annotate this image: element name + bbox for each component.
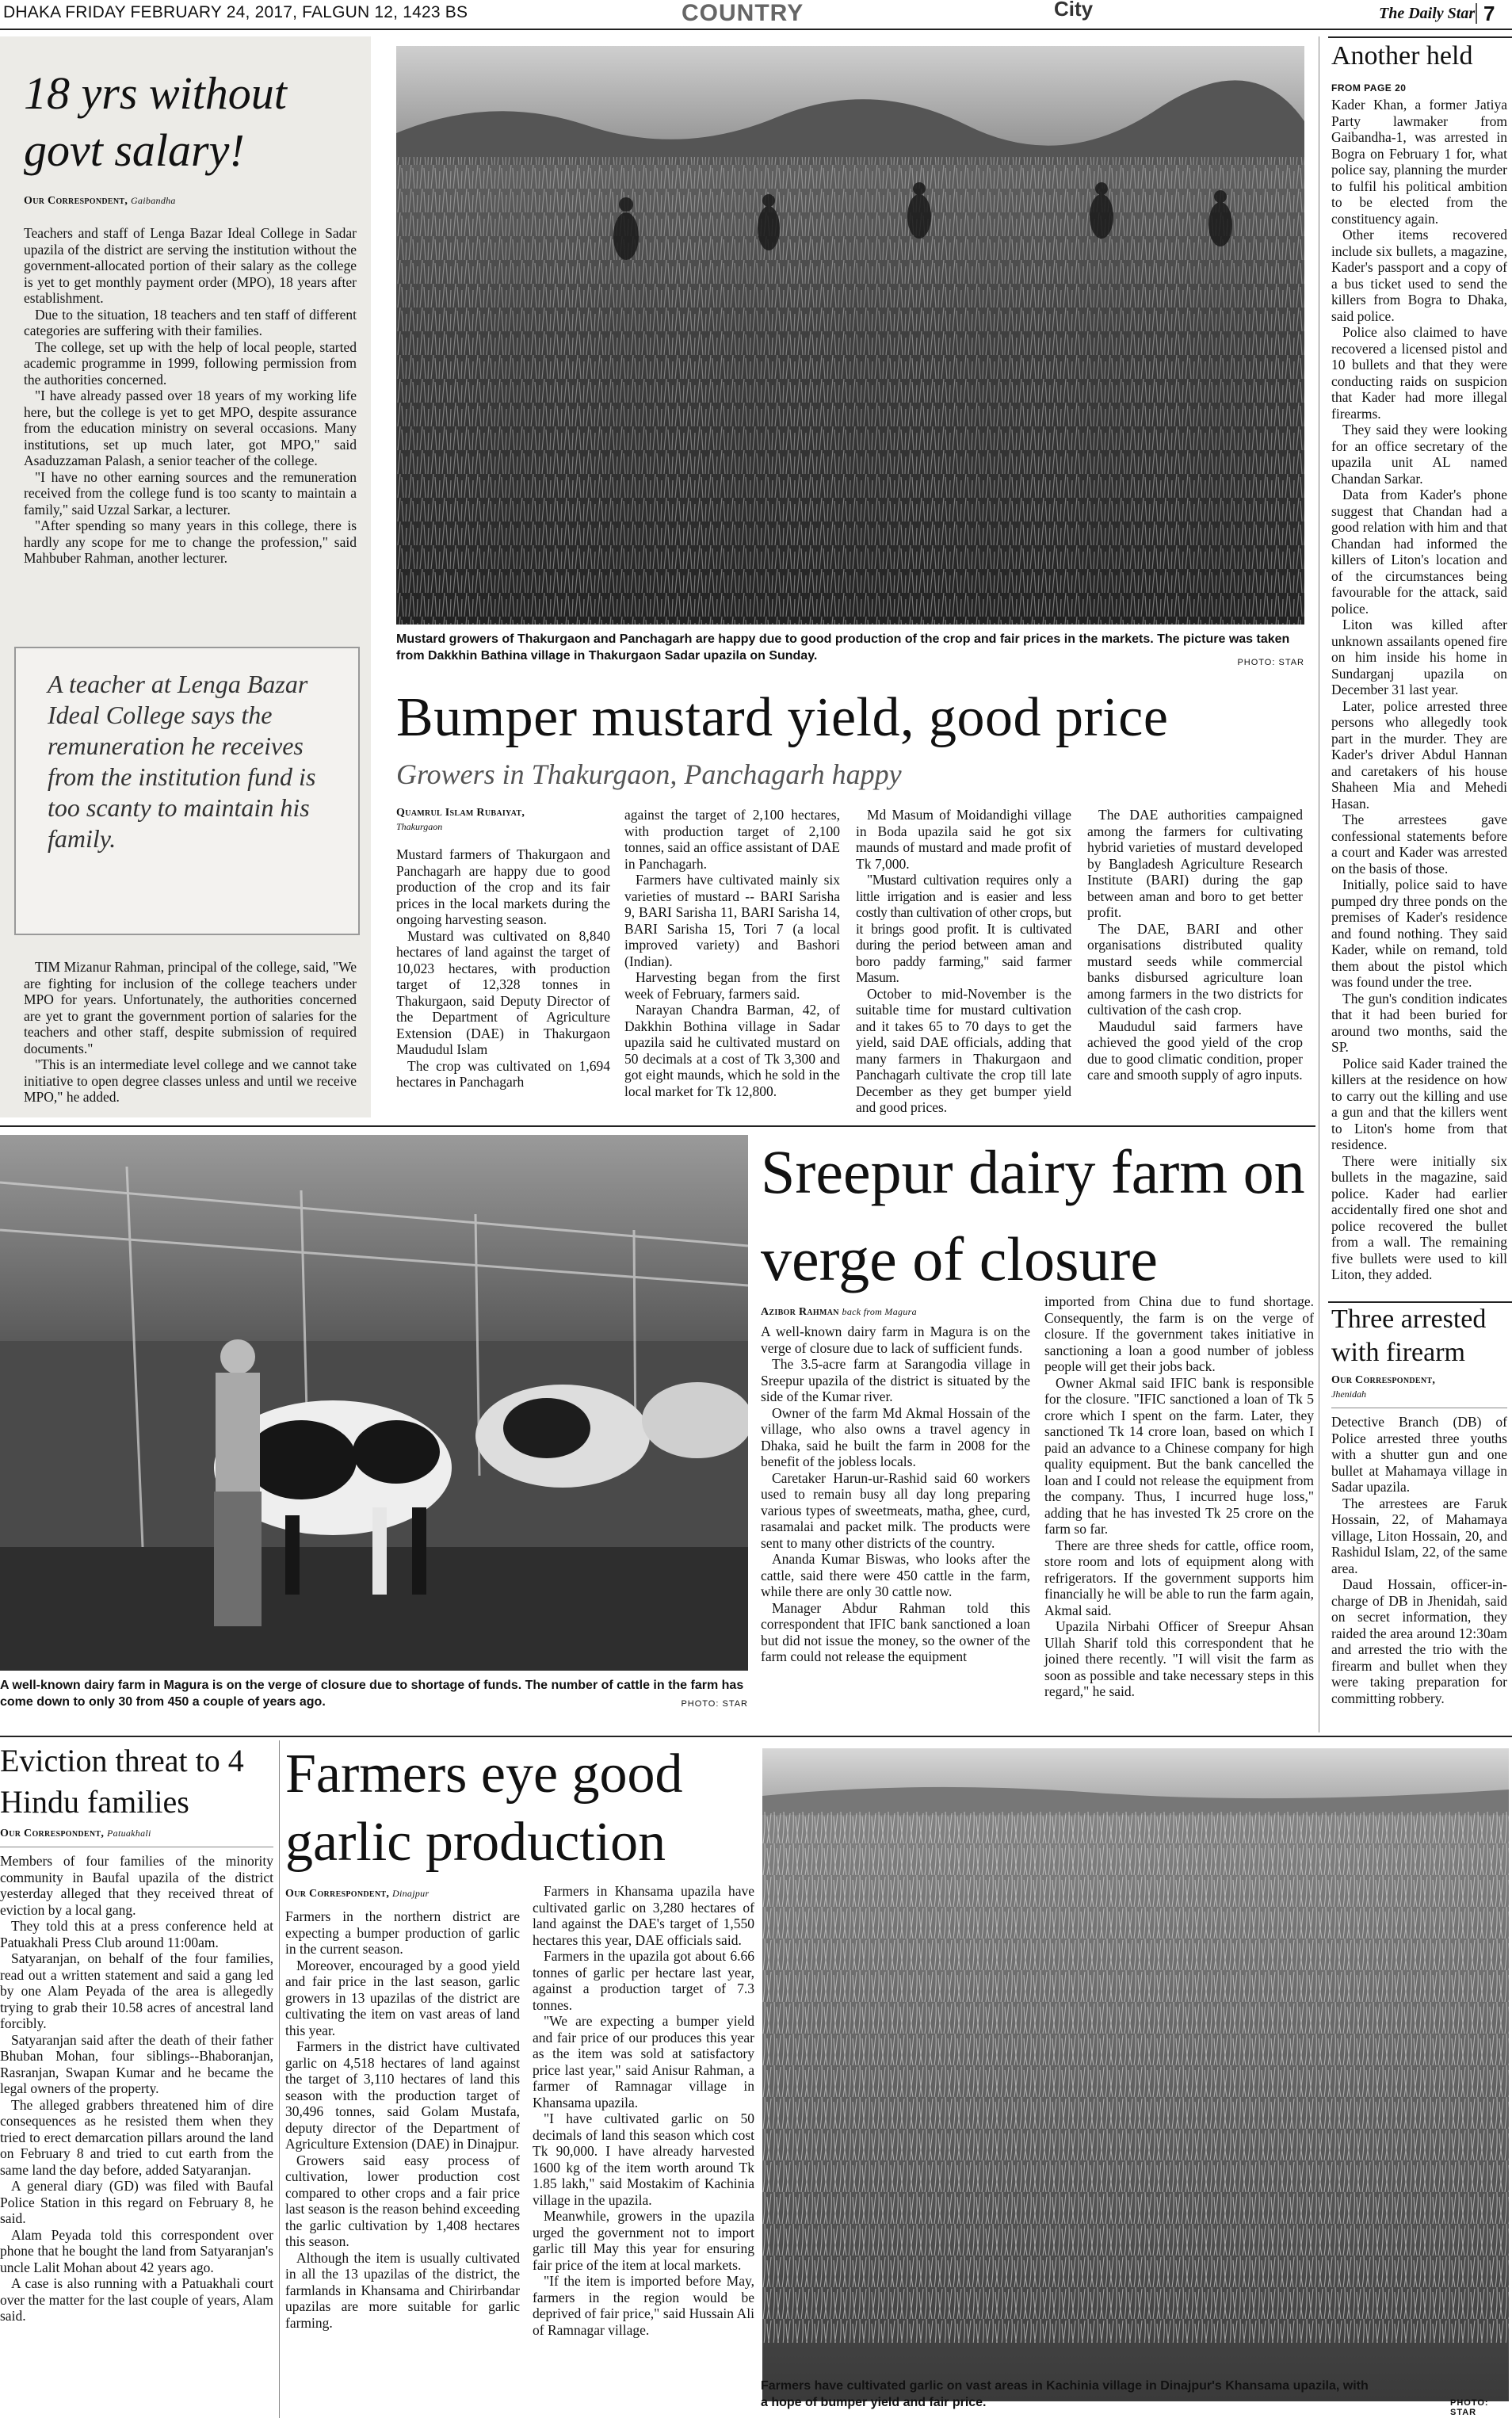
held-top-rule xyxy=(1328,36,1512,38)
masthead-dateline xyxy=(3,3,468,22)
garlic-paragraph: Farmers in Khansama upazila have cultivated garlic on 3,280 hectares of land against the DAE's target of 1,550 hectares this year, DAE officials said. xyxy=(533,1883,754,1948)
held-paragraph: Liton was killed after unknown assailants opened fire on him inside his home in Sundarganj upazila on December 31 last year. xyxy=(1331,617,1507,697)
mustard-paragraph: October to mid-November is the suitable time for mustard cultivation and it takes 65 to 70 days to get the yield, said DAE officials, adding that many farmers in Thakurgaon and Panchagarh cultivate the crop till late December as they get bumper yield and good prices. xyxy=(856,985,1071,1115)
mustard-column-4 xyxy=(1087,807,1303,1083)
held-paragraph: Initially, police said to have pumped dry three ponds on the premises of Kader's residence and found nothing. They said Kader, while on remand, told them about the pistol which was found under the tree. xyxy=(1331,877,1507,990)
mustard-byline xyxy=(396,807,610,844)
eviction-paragraph: Alam Peyada told this correspondent over phone that he bought the land from Satyaranjan's uncle Lalit Mohan about 42 years ago. xyxy=(0,2226,273,2275)
salary-paragraph: "After spending so many years in this college, there is hardly any scope for me to change the profession," said Mahbuber Rahman, another lecturer. xyxy=(24,518,357,566)
garlic-column-2 xyxy=(533,1883,754,2338)
garlic-byline xyxy=(285,1888,520,1902)
garlic-paragraph: Farmers in the district have cultivated garlic on 4,518 hectares of land against the target of 3,110 hectares of land this season with the production target of 30,496 tonnes, said Golam Mustafa, deputy director of the Department of Agriculture Extension (DAE) in Dinajpur. xyxy=(285,2038,520,2152)
mustard-column-2 xyxy=(624,807,840,1099)
dairy-photo-caption: A well-known dairy farm in Magura is on the verge of closure due to shortage of funds. The number of cattle in the farm has come down to only 30 from 450 a couple of years ago. xyxy=(0,1679,744,1709)
held-paragraph: The gun's condition indicates that it had been buried for around two months, said the SP. xyxy=(1331,990,1507,1055)
eviction-paragraph: Members of four families of the minority community in Baufal upazila of the district yesterday alleged that they received threat of eviction by a local gang. xyxy=(0,1853,273,1918)
garlic-headline: Farmers eye good garlic production xyxy=(285,1744,683,1873)
mustard-paragraph: Md Masum of Moidandighi village in Boda upazila said he got six maunds of mustard and made profit of Tk 7,000. xyxy=(856,807,1071,872)
held-paragraph: Later, police arrested three persons who allegedly took part in the murder. They are Kader's driver Abdul Hannan and caretakers of his house Shaheen Mia and Mehedi Hasan. xyxy=(1331,697,1507,812)
garlic-photo-caption: Farmers have cultivated garlic on vast areas in Kachinia village in Dinajpur's Khansama upazila, with a hope of bumper yield and fair price. xyxy=(761,2379,1369,2409)
garlic-paragraph: "We are expecting a bumper yield and fair price of our produces this year as the item was sold at satisfactory price last year," said Anisur Rahman, a farmer of Ramnagar village in Khansama upazila. xyxy=(533,2013,754,2110)
salary-paragraph: The college, set up with the help of local people, started academic programme in 1999, following permission from the authorities concerned. xyxy=(24,338,357,388)
garlic-paragraph: Moreover, encouraged by a good yield and fair price in the last season, garlic growers in 13 upazilas of the district are cultivating the item on vast areas of land this year. xyxy=(285,1957,520,2038)
garlic-paragraph: Meanwhile, growers in the upazila urged the government not to import garlic till May this year for ensuring fair price of the item at local markets. xyxy=(533,2208,754,2273)
mustard-headline: Bumper mustard yield, good price xyxy=(396,687,1169,748)
held-body xyxy=(1331,97,1507,1283)
mustard-paragraph: Mustard was cultivated on 8,840 hectares of land against the target of 10,023 hectares, with production target of 12,328 tonnes in Thakurgaon, said Deputy Director of the Department of Agriculture Extension (DAE) in Thakurgaon Maududul Islam xyxy=(396,927,610,1057)
garlic-paragraph: "I have cultivated garlic on 50 decimals of land this season which cost Tk 90,000. I have already harvested 1600 kg of the item worth around Tk 1.85 lakh," said Mostakim of Kachinia village in the upazila. xyxy=(533,2110,754,2208)
held-paragraph: Other items recovered include six bullets, a magazine, Kader's passport and a copy of a bus ticket used to send the killers from Bogra to Dhaka, said police. xyxy=(1331,227,1507,324)
dairy-paragraph: Caretaker Harun-ur-Rashid said 60 workers used to remain busy all day long preparing various types of sweetmeats, matha, ghee, curd, rasamalai and packet milk. The products were sent to many other districts of the country. xyxy=(761,1469,1030,1551)
eviction-headline: Eviction threat to 4 Hindu families xyxy=(0,1743,244,1820)
salary-byline-place: Gaibandha xyxy=(131,195,176,206)
firearm-body xyxy=(1331,1414,1507,1706)
mustard-paragraph: Maududul said farmers have achieved the good yield of the crop due to good climatic condition, proper care and smooth supply of agro inputs. xyxy=(1087,1018,1303,1083)
mustard-paragraph: Harvesting began from the first week of February, farmers said. xyxy=(624,969,840,1002)
mustard-paragraph: The crop was cultivated on 1,694 hectares in Panchagarh xyxy=(396,1057,610,1090)
firearm-headline: Three arrested with firearm xyxy=(1331,1304,1487,1367)
dairy-paragraph: Manager Abdur Rahman told this correspondent that IFIC bank sanctioned a loan but did not issue the money, so the owner of the farm could not release the equipment xyxy=(761,1599,1030,1664)
salary-paragraph: "This is an intermediate level college and we cannot take initiative to open degree classes unless and until we receive MPO," he added. xyxy=(24,1056,357,1105)
mustard-paragraph: Mustard farmers of Thakurgaon and Panchagarh are happy due to good production of the crop and its fair prices in the local markets during the ongoing harvesting season. xyxy=(396,846,610,927)
pullquote-box xyxy=(14,647,360,935)
mustard-paragraph: Narayan Chandra Barman, 42, of Dakkhin Bothina village in Sadar upazila said he cultivated mustard on 50 decimals at a cost of Tk 3,300 and got eight maunds, which he sold in the local market for Tk 12,800. xyxy=(624,1002,840,1099)
salary-headline: 18 yrs without govt salary! xyxy=(24,67,287,176)
firearm-byline-name: Our Correspondent, xyxy=(1331,1374,1436,1386)
garlic-paragraph: Farmers in the upazila got about 6.66 tonnes of garlic per hectare last year, against a production target of 7.3 tonnes. xyxy=(533,1948,754,2013)
section-label: COUNTRY xyxy=(682,0,804,26)
dairy-paragraph: A well-known dairy farm in Magura is on the verge of closure due to lack of sufficient funds. xyxy=(761,1324,1030,1356)
eviction-paragraph: A case is also running with a Patuakhali court over the matter for the last couple of years, Alam said. xyxy=(0,2275,273,2324)
held-paragraph: Data from Kader's phone suggest that Chandan had a good relation with him and that Chandan had informed the killers of Liton's location and of the circumstances being favourable for the attack, said police. xyxy=(1331,487,1507,617)
salary-story-box xyxy=(0,36,371,1117)
dairy-column-1 xyxy=(761,1324,1030,1665)
garlic-photo-credit: PHOTO: STAR xyxy=(1450,2398,1489,2417)
garlic-field-image xyxy=(762,1748,1509,2401)
garlic-field-photo xyxy=(762,1748,1509,2401)
dairy-byline xyxy=(761,1306,1030,1320)
eviction-byline-place: Patuakhali xyxy=(107,1828,151,1839)
held-from-page: FROM PAGE 20 xyxy=(1331,82,1407,94)
firearm-byline xyxy=(1331,1374,1509,1404)
eviction-body xyxy=(0,1853,273,2324)
garlic-paragraph: Farmers in the northern district are expecting a bumper production of garlic in the current season. xyxy=(285,1908,520,1957)
eviction-paragraph: A general diary (GD) was filed with Baufal Police Station in this regard on February 8, he said. xyxy=(0,2178,273,2226)
eviction-paragraph: Satyaranjan, on behalf of the four families, read out a written statement and said a gang led by one Alam Peyada of the area is allegedly trying to grab their 10.58 acres of ancestral land forcibly. xyxy=(0,1950,273,2031)
masthead-logo: The Daily Star xyxy=(1379,5,1476,22)
garlic-byline-name: Our Correspondent, xyxy=(285,1888,390,1900)
pullquote-text: A teacher at Lenga Bazar Ideal College says the remuneration he receives from the institution fund is too scanty to maintain his family. xyxy=(48,670,316,853)
firearm-paragraph: Daud Hossain, officer-in-charge of DB in Jhenidah, said on secret information, they raided the area around 12:30am and arrested the trio with the firearm and bullet when they were taking preparation for committing robbery. xyxy=(1331,1576,1507,1706)
mid-page-rule xyxy=(0,1125,1315,1127)
salary-byline-name: Our Correspondent, xyxy=(24,195,128,207)
salary-paragraph: TIM Mizanur Rahman, principal of the college, said, "We are fighting for inclusion of the college teachers under MPO for years. Unfortunately, the authorities concerned are yet to grant the government portion of salaries for the teachers and other staff, despite submission of required documents." xyxy=(24,959,357,1056)
dairy-farm-photo xyxy=(0,1135,748,1671)
firearm-paragraph: Detective Branch (DB) of Police arrested three youths with a shutter gun and one bullet at Mahamaya village in Sadar upazila. xyxy=(1331,1414,1507,1495)
salary-body-continued xyxy=(24,959,357,1106)
salary-body xyxy=(24,225,357,567)
mustard-column-3 xyxy=(856,807,1071,1116)
garlic-column-1 xyxy=(285,1908,520,2331)
held-paragraph: Kader Khan, a former Jatiya Party lawmaker from Gaibandha-1, was arrested in Bogra on February 1 for, what police say, planning the murder to fulfil his political ambition to be elected from the constituency again. xyxy=(1331,97,1507,227)
mustard-subhead: Growers in Thakurgaon, Panchagarh happy xyxy=(396,758,902,790)
dateline-text: DHAKA FRIDAY FEBRUARY 24, 2017, FALGUN 12, 1423 BS xyxy=(3,3,468,21)
eviction-byline xyxy=(0,1828,273,1842)
held-paragraph: Police also claimed to have recovered a licensed pistol and 10 bullets and that they were conducting raids on suspicion that Kader had more illegal firearms. xyxy=(1331,324,1507,422)
mustard-photo-credit: PHOTO: STAR xyxy=(1237,658,1304,667)
salary-paragraph: "I have no other earning sources and the remuneration received from the college fund is too scanty to maintain a family," said Uzzal Sarkar, a lecturer. xyxy=(24,468,357,518)
held-paragraph: Police said Kader trained the killers at the residence on how to carry out the killing and use a gun and that the killers went to Liton's home from that residence. xyxy=(1331,1055,1507,1152)
eviction-paragraph: They told this at a press conference held at Patuakhali Press Club around 11:00am. xyxy=(0,1918,273,1950)
held-paragraph: The arrestees gave confessional statements before a court and Kader was arrested on the basis of those. xyxy=(1331,812,1507,877)
dairy-column-2 xyxy=(1044,1293,1314,1700)
dairy-farm-image xyxy=(0,1135,748,1671)
dairy-headline: Sreepur dairy farm on verge of closure xyxy=(761,1137,1305,1293)
bottom-section-rule xyxy=(0,1736,1512,1737)
mustard-paragraph: The DAE, BARI and other organisations distributed quality mustard seeds while commercial banks disbursed agriculture loan among farmers in the two districts for cultivation of the cash crop. xyxy=(1087,920,1303,1018)
dairy-paragraph: Owner Akmal said IFIC bank is responsible for the closure. "IFIC sanctioned a loan of Tk 5 crore which I spent on the farm. Later, they sanctioned Tk 14 crore loan, based on which I paid an advance to a Chinese company for high quality equipment. But the bank cancelled the loan and I could not release the equipment from the company. Thus, I incurred huge loss," adding that he has invested Tk 25 crore on the farm so far. xyxy=(1044,1374,1314,1537)
mustard-paragraph: "Mustard cultivation requires only a little irrigation and is easier and less costly than cultivation of other crops, but it brings good profit. It is cultivated during the period between aman and boro paddy farming," said farmer Masum. xyxy=(856,872,1071,985)
dairy-byline-name: Azibor Rahman xyxy=(761,1306,839,1318)
salary-paragraph: Teachers and staff of Lenga Bazar Ideal College in Sadar upazila of the district are serving the institution without the government-allocated portion of their salary as the college is yet to get monthly payment order (MPO), 18 years after establishment. xyxy=(24,225,357,306)
dairy-byline-place: back from Magura xyxy=(842,1306,917,1317)
dairy-paragraph: Ananda Kumar Biswas, who looks after the cattle, said there were 450 cattle in the farm, while there are only 30 cattle now. xyxy=(761,1551,1030,1599)
garlic-paragraph: "If the item is imported before May, farmers in the region would be deprived of fair price," said Hussain Ali of Ramnagar village. xyxy=(533,2273,754,2338)
garlic-paragraph: Growers said easy process of cultivation, lower production cost compared to other crops and a fair price last season is the reason behind exceeding the garlic cultivation by 1,408 hectares this season. xyxy=(285,2152,520,2249)
eviction-paragraph: Satyaranjan said after the death of their father Bhuban Mohan, four siblings--Bhaboranjan, Rasranjan, Swapan Kumar and he became the legal owners of the property. xyxy=(0,2031,273,2096)
mustard-byline-name: Quamrul Islam Rubaiyat, xyxy=(396,807,525,819)
garlic-paragraph: Although the item is usually cultivated in all the 13 upazilas of the district, the farmlands in Khansama and Chirirbandar upazilas are more suitable for garlic farming. xyxy=(285,2249,520,2331)
section-label-city: City xyxy=(1054,0,1094,21)
held-paragraph: There were initially six bullets in the magazine, said police. Kader had earlier accidentally fired one shot and police recovered the bullet from a wall. The remaining five bullets were used to kill Liton, they added. xyxy=(1331,1152,1507,1282)
page-number: 7 xyxy=(1483,2,1495,25)
mustard-paragraph: against the target of 2,100 hectares, with production target of 2,100 tonnes, said an office assistant of DAE in Panchagarh. xyxy=(624,807,840,872)
salary-paragraph: "I have already passed over 18 years of my working life here, but the college is yet to get MPO, despite assurance from the education ministry on several occasions. Many institutions, set up much later, got MPO," said Asaduzzaman Palash, a senior teacher of the college. xyxy=(24,388,357,468)
eviction-paragraph: The alleged grabbers threatened him of dire consequences as he resisted them when they tried to erect demarcation pillars around the land on February 8 and tried to cut earth from the same land the day before, added Satyaranjan. xyxy=(0,2096,273,2178)
mustard-field-image xyxy=(396,46,1304,625)
mustard-paragraph: The DAE authorities campaigned among the farmers for cultivating hybrid varieties of mustard developed by Bangladesh Agriculture Research Institute (BARI) during the gap between aman and boro to get better profit. xyxy=(1087,807,1303,920)
mustard-column-1 xyxy=(396,846,610,1091)
dairy-paragraph: imported from China due to fund shortage. Consequently, the farm is on the verge of closure. If the government takes initiative in sanctioning a loan a good number of jobless people will get their jobs back. xyxy=(1044,1293,1314,1374)
garlic-byline-place: Dinajpur xyxy=(392,1888,430,1899)
salary-byline xyxy=(24,195,357,209)
eviction-divider xyxy=(279,1740,280,2418)
held-paragraph: They said they were looking for an office secretary of the upazila unit AL named Chandan Sarkar. xyxy=(1331,422,1507,487)
mustard-photo-caption: Mustard growers of Thakurgaon and Panchagarh are happy due to good production of the crop and fair prices in the markets. The picture was taken from Dakkhin Bathina village in Thakurgaon Sadar upazila on Sunday. xyxy=(396,632,1290,663)
dairy-photo-credit: PHOTO: STAR xyxy=(681,1699,748,1709)
salary-paragraph: Due to the situation, 18 teachers and ten staff of different categories are suffering with their families. xyxy=(24,306,357,338)
dairy-paragraph: There are three sheds for cattle, office room, store room and lots of equipment along with refrigerators. If the government supports him financially he will be able to run the farm again, Akmal said. xyxy=(1044,1537,1314,1618)
dairy-paragraph: Upazila Nirbahi Officer of Sreepur Ahsan Ullah Sharif told this correspondent that he joined there recently. "I will visit the farm as soon as possible and take necessary steps in this regard," he said. xyxy=(1044,1618,1314,1699)
firearm-byline-place: Jhenidah xyxy=(1331,1389,1366,1400)
eviction-byline-name: Our Correspondent, xyxy=(0,1828,105,1839)
dairy-paragraph: Owner of the farm Md Akmal Hossain of the village, who also owns a travel agency in Dhaka, said he built the farm in 2008 for the benefit of the jobless locals. xyxy=(761,1404,1030,1469)
held-headline: Another held xyxy=(1331,41,1473,71)
mustard-paragraph: Farmers have cultivated mainly six varieties of mustard -- BARI Sarisha 9, BARI Sarisha 11, BARI Sarisha 14, BARI Sarisha 15, Tori 7 (a local improved variety) and Bashori (Indian). xyxy=(624,872,840,969)
firearm-paragraph: The arrestees are Faruk Hossain, 22, of Mahamaya village, Liton Hossain, 20, and Rashidul Islam, 22, of the same area. xyxy=(1331,1495,1507,1576)
masthead xyxy=(0,0,1512,30)
mustard-byline-place: Thakurgaon xyxy=(396,821,443,832)
masthead-rule xyxy=(0,29,1512,30)
page-number-divider xyxy=(1476,3,1477,24)
dairy-paragraph: The 3.5-acre farm at Sarangodia village in Sreepur upazila of the district is situated by the side of the Kumar river. xyxy=(761,1356,1030,1404)
mustard-field-photo xyxy=(396,46,1304,625)
